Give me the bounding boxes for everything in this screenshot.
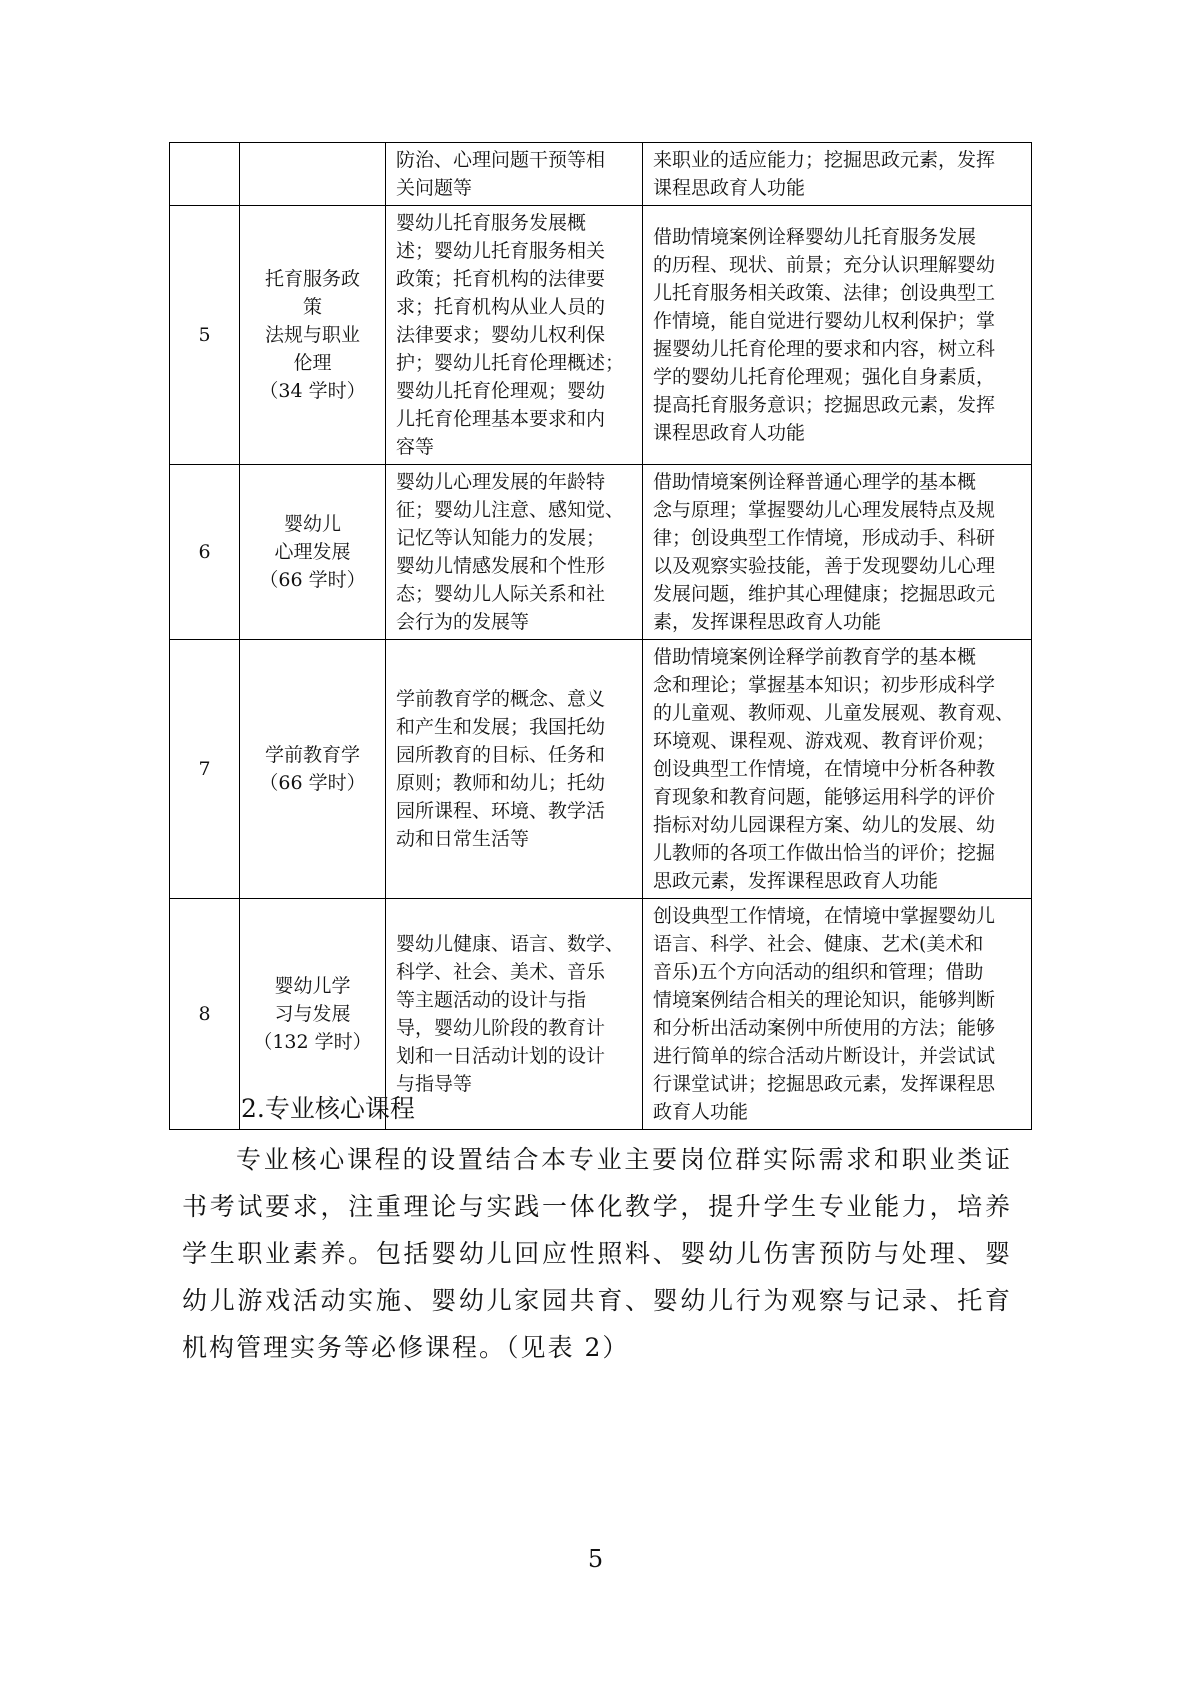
table-row [170, 465, 1032, 640]
course-table-body [170, 143, 1032, 1130]
course-content-cell [386, 143, 643, 206]
course-goal-cell [643, 640, 1032, 899]
course-goal-line: 创设典型工作情境，在情境中分析各种教 [653, 758, 996, 780]
course-content-line: 婴幼儿心理发展的年龄特 [396, 471, 606, 493]
course-goal-line: 语言、科学、社会、健康、艺术(美术和 [653, 933, 984, 955]
course-name-line: 法规与职业 [264, 324, 360, 346]
course-content-line: 婴幼儿情感发展和个性形 [396, 555, 606, 577]
course-goal-line: 以及观察实验技能，善于发现婴幼儿心理 [653, 555, 996, 577]
course-goal-line: 行课堂试讲；挖掘思政元素，发挥课程思 [653, 1073, 996, 1095]
course-content-line: 会行为的发展等 [396, 611, 530, 633]
section-heading: 2.专业核心课程 [241, 1094, 415, 1123]
course-content-line: 和产生和发展；我国托幼 [396, 716, 606, 738]
course-content-line: 导，婴幼儿阶段的教育计 [396, 1017, 606, 1039]
course-goal-cell [643, 465, 1032, 640]
course-goal-line: 育现象和教育问题，能够运用科学的评价 [653, 786, 996, 808]
course-goal-line: 创设典型工作情境，在情境中掌握婴幼儿 [653, 905, 996, 927]
course-content-line: 原则；教师和幼儿；托幼 [396, 772, 606, 794]
course-content-cell [386, 899, 643, 1130]
course-number-cell: 7 [170, 640, 240, 899]
course-name-line: 习与发展 [274, 1003, 351, 1025]
course-goal-line: 政育人功能 [653, 1101, 749, 1123]
course-number-cell: 6 [170, 465, 240, 640]
course-content-line: 防治、心理问题干预等相 [396, 149, 606, 171]
course-goal-line: 儿托育服务相关政策、法律；创设典型工 [653, 282, 996, 304]
course-table [169, 142, 1032, 1130]
course-content-line: 容等 [396, 436, 435, 458]
course-content-line: 述；婴幼儿托育服务相关 [396, 240, 606, 262]
table-row [170, 206, 1032, 465]
course-name-line: （132 学时） [253, 1031, 372, 1053]
course-goal-line: 借助情境案例诠释普通心理学的基本概 [653, 471, 977, 493]
course-goal-line: 借助情境案例诠释学前教育学的基本概 [653, 646, 977, 668]
course-name-line: 婴幼儿 [283, 513, 341, 535]
course-goal-line: 指标对幼儿园课程方案、幼儿的发展、幼 [653, 814, 996, 836]
course-content-line: 动和日常生活等 [396, 828, 530, 850]
course-goal-line: 进行简单的综合活动片断设计，并尝试试 [653, 1045, 996, 1067]
course-name-line: （66 学时） [259, 772, 366, 794]
course-content-line: 儿托育伦理基本要求和内 [396, 408, 606, 430]
course-goal-cell [643, 899, 1032, 1130]
course-content-line: 划和一日活动计划的设计 [396, 1045, 606, 1067]
course-name-cell [240, 465, 386, 640]
course-content-line: 护；婴幼儿托育伦理概述； [396, 352, 625, 374]
course-goal-line: 作情境，能自觉进行婴幼儿权利保护；掌 [653, 310, 996, 332]
course-goal-line: 借助情境案例诠释婴幼儿托育服务发展 [653, 226, 977, 248]
course-content-line: 求；托育机构从业人员的 [396, 296, 606, 318]
course-goal-line: 情境案例结合相关的理论知识，能够判断 [653, 989, 996, 1011]
course-name-line: 伦理 [293, 352, 332, 374]
course-goal-line: 环境观、课程观、游戏观、教育评价观； [653, 730, 996, 752]
page-number: 5 [587, 1545, 604, 1573]
course-goal-line: 握婴幼儿托育伦理的要求和内容，树立科 [653, 338, 996, 360]
course-content-line: 法律要求；婴幼儿权利保 [396, 324, 606, 346]
course-goal-line: 课程思政育人功能 [653, 177, 806, 199]
course-goal-line: 念和理论；掌握基本知识；初步形成科学 [653, 674, 996, 696]
course-content-line: 婴幼儿托育伦理观；婴幼 [396, 380, 606, 402]
course-goal-line: 音乐)五个方向活动的组织和管理；借助 [653, 961, 984, 983]
course-content-line: 征；婴幼儿注意、感知觉、 [396, 499, 625, 521]
course-name-line: 策 [302, 296, 322, 318]
course-content-line: 学前教育学的概念、意义 [396, 688, 606, 710]
course-name-line: 托育服务政 [264, 268, 360, 290]
course-content-line: 婴幼儿健康、语言、数学、 [396, 933, 625, 955]
course-goal-line: 提高托育服务意识；挖掘思政元素，发挥 [653, 394, 996, 416]
course-number-cell: 5 [170, 206, 240, 465]
course-content-cell [386, 640, 643, 899]
course-content-line: 与指导等 [396, 1073, 473, 1095]
course-goal-line: 儿教师的各项工作做出恰当的评价；挖掘 [653, 842, 996, 864]
course-content-line: 婴幼儿托育服务发展概 [396, 212, 587, 234]
course-content-line: 科学、社会、美术、音乐 [396, 961, 606, 983]
course-content-line: 政策；托育机构的法律要 [396, 268, 606, 290]
table-row [170, 640, 1032, 899]
course-content-line: 园所课程、环境、教学活 [396, 800, 606, 822]
course-goal-line: 来职业的适应能力；挖掘思政元素，发挥 [653, 149, 996, 171]
course-content-cell [386, 206, 643, 465]
course-goal-line: 念与原理；掌握婴幼儿心理发展特点及规 [653, 499, 996, 521]
course-goal-line: 的历程、现状、前景；充分认识理解婴幼 [653, 254, 996, 276]
course-name-line: 学前教育学 [264, 744, 360, 766]
course-name-line: （34 学时） [259, 380, 366, 402]
course-goal-line: 的儿童观、教师观、儿童发展观、教育观、 [653, 702, 1015, 724]
course-goal-cell [643, 143, 1032, 206]
course-number-cell: 8 [170, 899, 240, 1130]
course-goal-line: 发展问题，维护其心理健康；挖掘思政元 [653, 583, 996, 605]
course-goal-cell [643, 206, 1032, 465]
course-goal-line: 思政元素，发挥课程思政育人功能 [653, 870, 939, 892]
course-content-line: 态；婴幼儿人际关系和社 [396, 583, 606, 605]
table-row [170, 143, 1032, 206]
course-content-line: 等主题活动的设计与指 [396, 989, 587, 1011]
course-name-cell [240, 143, 386, 206]
course-name-cell [240, 640, 386, 899]
course-name-cell [240, 206, 386, 465]
section-paragraph: 专业核心课程的设置结合本专业主要岗位群实际需求和职业类证书考试要求，注重理论与实践一体化教学，提升学生专业能力，培养学生职业素养。包括婴幼儿回应性照料、婴幼儿伤害预防与处理、婴幼儿游戏活动实施、婴幼儿家园共育、婴幼儿行为观察与记录、托育机构管理实务等必修课程。（见表 2） [182, 1145, 1012, 1362]
course-goal-line: 素，发挥课程思政育人功能 [653, 611, 882, 633]
course-name-line: 婴幼儿学 [274, 975, 351, 997]
course-number-cell [170, 143, 240, 206]
course-name-line: （66 学时） [259, 569, 366, 591]
course-content-line: 园所教育的目标、任务和 [396, 744, 606, 766]
course-content-line: 记忆等认知能力的发展； [396, 527, 606, 549]
course-goal-line: 和分析出活动案例中所使用的方法；能够 [653, 1017, 996, 1039]
course-content-line: 关问题等 [396, 177, 473, 199]
course-content-cell [386, 465, 643, 640]
course-goal-line: 学的婴幼儿托育伦理观；强化自身素质， [653, 366, 996, 388]
course-goal-line: 律；创设典型工作情境，形成动手、科研 [653, 527, 996, 549]
course-name-line: 心理发展 [274, 541, 351, 563]
course-goal-line: 课程思政育人功能 [653, 422, 806, 444]
